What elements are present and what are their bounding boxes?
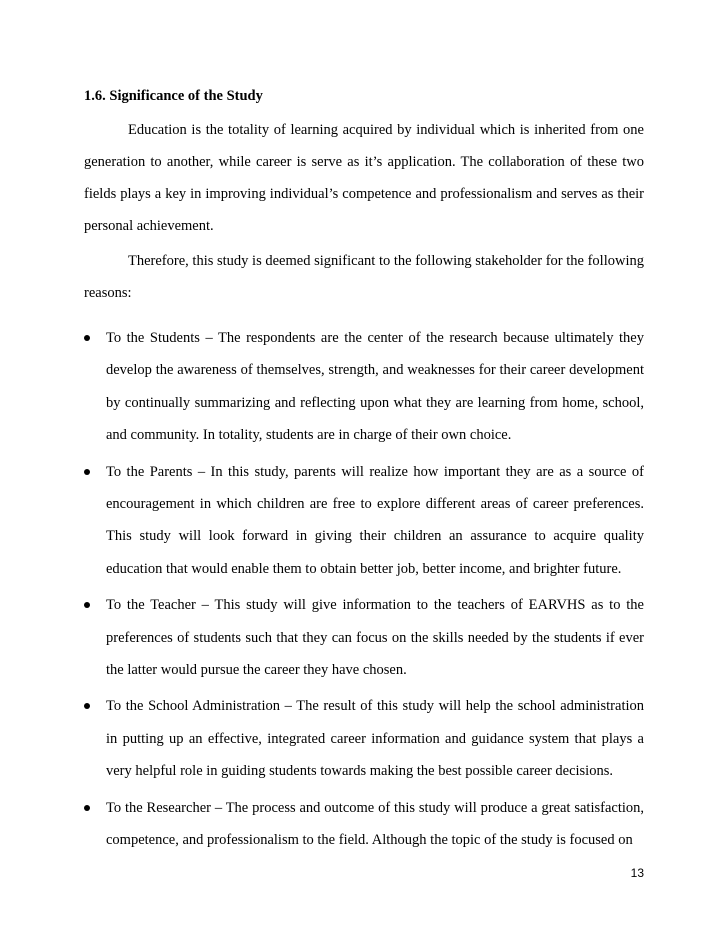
page-number: 13 (630, 866, 644, 880)
list-item-parents (84, 456, 644, 586)
bullet-icon (84, 602, 90, 608)
list-item-text: To the Students – The respondents are the center of the research because ultimately they develop the awareness of themselves, strength, and weaknesses for their career development by continually summarizing and reflecting upon what they are learning from home, school, and community. In totality, students are in charge of their own choice. (106, 330, 644, 444)
list-item-text: To the Parents – In this study, parents will realize how important they are as a source of encouragement in which children are free to explore different areas of career preferences. This study will look forward in giving their children an assurance to acquire quality education that would enable them to obtain better job, better income, and brighter future. (106, 463, 644, 577)
bullet-icon (84, 703, 90, 709)
intro-paragraph: Education is the totality of learning acquired by individual which is inherited from one generation to another, while career is serve as it’s application. The collaboration of these two fields plays a key in improving individual’s competence and professionalism and serves as their personal achievement. (84, 122, 644, 234)
list-item-text: To the Researcher – The process and outcome of this study will produce a great satisfaction, competence, and professionalism to the field. Although the topic of the study is focused on (106, 799, 644, 849)
list-item-text: To the Teacher – This study will give information to the teachers of EARVHS as to the preferences of students such that they can focus on the skills needed by the students if ever the latter would pursue the career they have chosen. (106, 597, 644, 679)
bullet-icon (84, 469, 90, 475)
list-item-students (84, 322, 644, 452)
bullet-icon (84, 335, 90, 341)
stakeholder-list (84, 322, 644, 861)
stakeholder-intro-paragraph: Therefore, this study is deemed significant to the following stakeholder for the following reasons: (84, 253, 644, 301)
list-item-teacher (84, 589, 644, 686)
bullet-icon (84, 805, 90, 811)
list-item-school-administration (84, 690, 644, 787)
section-heading: 1.6. Significance of the Study (84, 88, 263, 104)
list-item-researcher (84, 792, 644, 857)
list-item-text: To the School Administration – The result of this study will help the school administration in putting up an effective, integrated career information and guidance system that plays a very helpful role in guiding students towards making the best possible career decisions. (106, 698, 644, 780)
